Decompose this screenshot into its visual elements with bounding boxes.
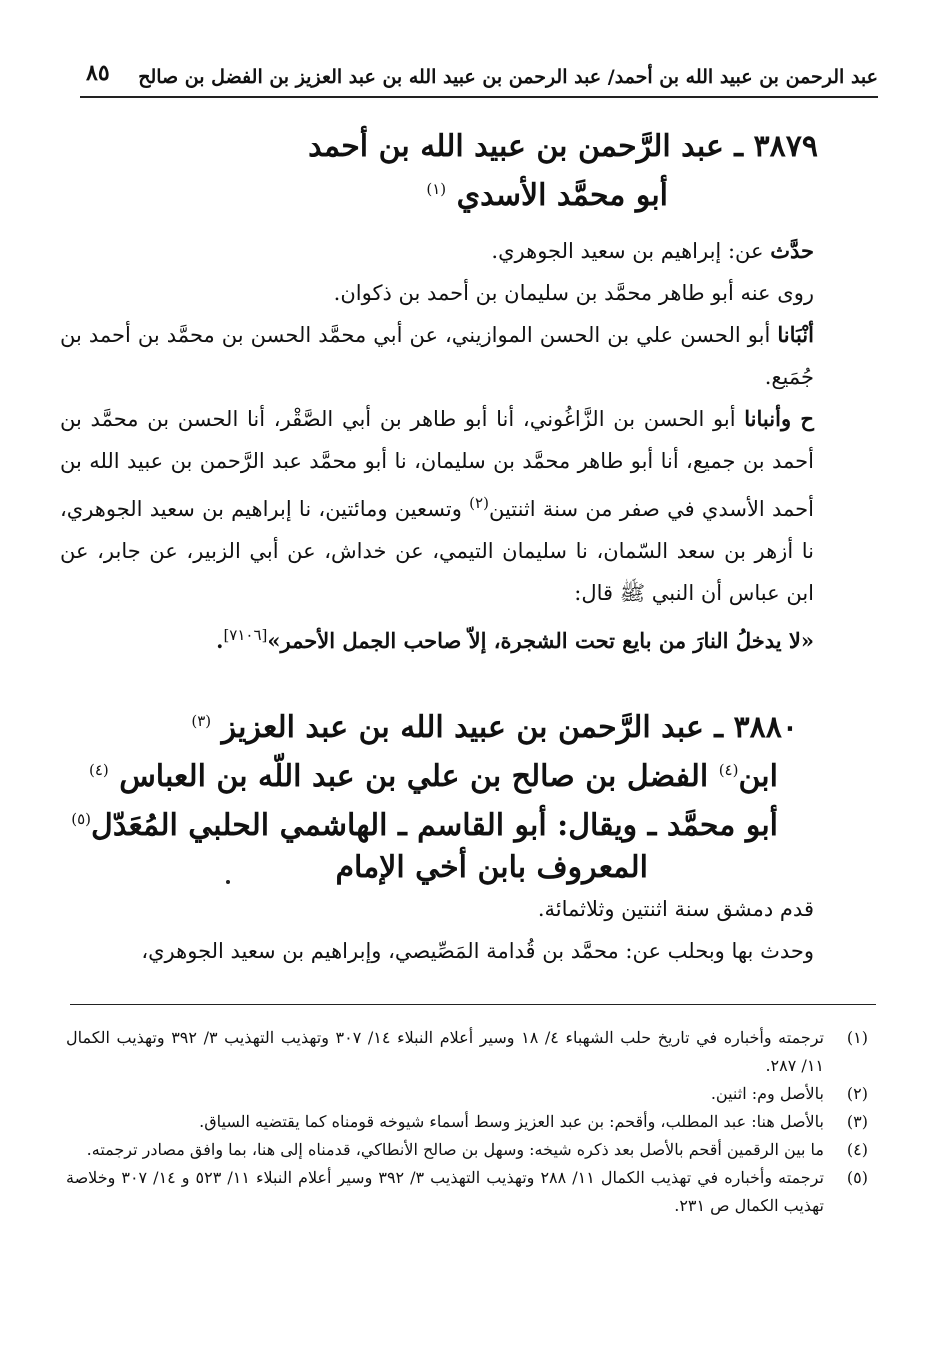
paragraph-anbana — [60, 314, 876, 398]
paragraph-isnad — [60, 398, 876, 614]
entry-title-kunya: أبو محمَّد الأسدي — [456, 178, 668, 213]
entry-body-3879 — [60, 230, 876, 662]
hadith-number: [٧١٠٦] — [223, 626, 268, 644]
hadith-end: . — [216, 628, 224, 653]
keyword-haddath: حدَّث — [770, 238, 814, 263]
page-number: ٨٥ — [86, 60, 110, 86]
footnote-number: (١) — [846, 1028, 868, 1047]
entry2-ibn: ابن — [738, 759, 778, 794]
entry2-kunya: أبو محمَّد ـ ويقال: أبو القاسم ـ الهاشمي الحلبي المُعَدّل — [91, 808, 778, 843]
paragraph-text: عن: إبراهيم بن سعيد الجوهري. — [491, 239, 771, 263]
footnote-4 — [66, 1136, 876, 1164]
footnotes — [66, 1024, 876, 1220]
footnote-divider — [70, 1004, 876, 1005]
entry-heading-3879 — [40, 126, 818, 217]
footnote-text: ترجمته وأخباره في تهذيب الكمال ١١/ ٢٨٨ وتهذيب التهذيب ٣/ ٣٩٢ وسير أعلام النبلاء ١١/ ٥٢٣ و ١٤/ ٣٠٧ وخلاصة تهذيب الكمال ص ٢٣١. — [66, 1168, 824, 1215]
footnote-2 — [66, 1080, 876, 1108]
footnote-number: (٤) — [846, 1140, 868, 1159]
footnote-ref-4b: (٤) — [88, 761, 109, 779]
footnote-text: بالأصل هنا: عبد المطلب، وأقحم: بن عبد العزيز وسط أسماء شيوخه قومناه كما يقتضيه السياق. — [199, 1112, 824, 1131]
footnote-ref-4a: (٤) — [718, 761, 739, 779]
footnote-text: ما بين الرقمين أقحم بالأصل بعد ذكره شيخه: وسهل بن صالح الأنطاكي، قدمناه إلى هنا، بما وافق مصادر ترجمته. — [86, 1140, 824, 1159]
page-header — [80, 52, 878, 98]
footnote-text: ترجمته وأخباره في تاريخ حلب الشهباء ٤/ ١٨ وسير أعلام النبلاء ١٤/ ٣٠٧ وتهذيب التهذيب ٣/ ٣٩٢ وتهذيب الكمال ١١/ ٢٨٧. — [66, 1028, 825, 1075]
footnote-5 — [66, 1164, 876, 1220]
entry2-lineage: الفضل بن صالح بن علي بن عبد اللّه بن العباس — [119, 759, 719, 794]
footnote-ref-2: (٢) — [469, 494, 489, 512]
entry-title-line-1: ٣٨٧٩ ـ عبد الرَّحمن بن عبيد الله بن أحمد — [308, 129, 818, 164]
footnote-ref-3: (٣) — [191, 712, 212, 730]
footnote-text: بالأصل وم: اثنين. — [710, 1084, 824, 1103]
footnote-number: (٢) — [846, 1084, 868, 1103]
footnote-3 — [66, 1108, 876, 1136]
hadith-text — [60, 614, 876, 662]
entry2-title-line-3 — [40, 798, 798, 847]
entry2-title-line-2 — [40, 749, 798, 798]
entry2-title-line-4: المعروف بابن أخي الإمام — [335, 850, 648, 885]
paragraph-text: أبو الحسن علي بن الحسن الموازيني، عن أبي محمَّد الحسن بن محمَّد بن أحمد بن جُمَيع. — [60, 323, 814, 389]
entry2-title-line-1 — [40, 700, 798, 749]
footnote-number: (٥) — [846, 1168, 868, 1187]
paragraph-haddath — [60, 230, 876, 272]
footnote-number: (٣) — [846, 1112, 868, 1131]
footnote-1 — [66, 1024, 876, 1080]
entry-title-line-2 — [40, 168, 818, 217]
keyword-wa-anbana: ح وأنبانا — [744, 406, 814, 431]
paragraph-text: أبو الحسن بن الزَّاغُوني، أنا أبو طاهر بن أبي الصَّقْر، أنا الحسن بن محمَّد بن أحمد بن جميع، أنا أبو طاهر محمَّد بن سليمان، نا أبو محمَّد عبد الرَّحمن بن عبيد الله بن أحمد الأسدي في صفر من سنة اثنتين — [60, 407, 814, 521]
footnote-ref-5: (٥) — [71, 810, 92, 828]
paragraph-text: وتسعين ومائتين، نا إبراهيم بن سعيد الجوهري، نا أزهر بن سعد السّمان، نا سليمان التيمي، عن خداش، عن أبي الزبير، عن جابر، عن ابن عباس أن النبي ﷺ قال: — [60, 497, 814, 605]
paragraph-haddatha-biha: وحدث بها وبحلب عن: محمَّد بن قُدامة المَصِّيصي، وإبراهيم بن سعيد الجوهري، — [141, 939, 814, 963]
entry-heading-3880 — [40, 700, 798, 889]
running-title: عبد الرحمن بن عبيد الله بن أحمد/ عبد الرحمن بن عبيد الله بن عبد العزيز بن الفضل بن صالح — [138, 66, 878, 88]
footnote-ref-1: (١) — [426, 180, 447, 198]
entry2-title-text: ٣٨٨٠ ـ عبد الرَّحمن بن عبيد الله بن عبد العزيز — [221, 710, 798, 745]
paragraph-qadima: قدم دمشق سنة اثنتين وثلاثمائة. — [537, 897, 814, 921]
print-speck — [226, 880, 230, 884]
keyword-anbana: أنْبَانا — [777, 322, 814, 347]
entry-body-3880 — [60, 888, 876, 972]
paragraph-rawa: روى عنه أبو طاهر محمَّد بن سليمان بن أحمد بن ذكوان. — [333, 281, 814, 305]
hadith-quote: «لا يدخلُ النارَ من بايع تحت الشجرة، إلاّ صاحب الجمل الأحمر» — [267, 628, 814, 653]
